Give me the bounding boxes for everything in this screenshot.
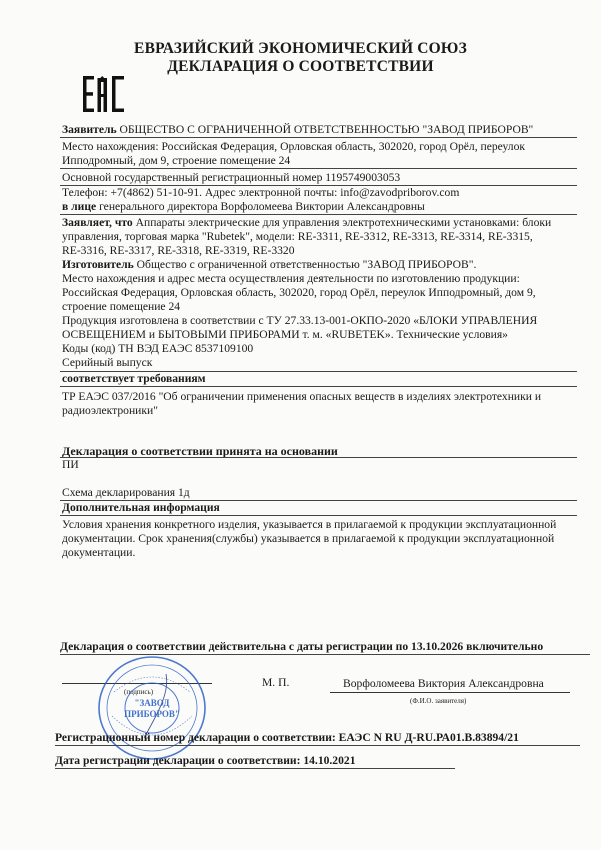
- person-label: в лице: [62, 200, 97, 213]
- divider: [55, 745, 580, 746]
- manufacturer-line-1: Место нахождения и адрес места осуществления деятельности по изготовлению продукции:: [62, 272, 520, 285]
- signature-caption: (подпись): [124, 688, 154, 696]
- signatory-name: Ворфоломеева Виктория Александровна: [343, 677, 544, 690]
- registration-date: Дата регистрации декларации о соответствии: 14.10.2021: [55, 754, 356, 767]
- declares-line-2: управления, торговая марка "Rubetek", модели: RE-3311, RE-3312, RE-3313, RE-3314, RE-3315,: [62, 230, 533, 243]
- declares-line-1: Аппараты электрические для управления электротехническими установками: блоки: [135, 216, 552, 229]
- serial-production: Серийный выпуск: [62, 356, 153, 369]
- svg-text:ПРИБОРОВ": ПРИБОРОВ": [124, 709, 180, 719]
- header-line-1: ЕВРАЗИЙСКИЙ ЭКОНОМИЧЕСКИЙ СОЮЗ: [134, 40, 467, 57]
- additional-line-2: документации. Срок хранения(службы) указывается в прилагаемой к продукции эксплуатационной: [62, 532, 555, 545]
- applicant-contacts: Телефон: +7(4862) 51-10-91. Адрес электронной почты: info@zavodpriborov.com: [62, 186, 460, 199]
- divider: [60, 137, 577, 138]
- mp-label: М. П.: [262, 676, 290, 689]
- name-caption: (Ф.И.О. заявителя): [410, 697, 467, 705]
- additional-line-3: документации.: [62, 546, 136, 559]
- applicant-ogrn: Основной государственный регистрационный номер 1195749003053: [62, 171, 401, 184]
- hs-codes: Коды (код) ТН ВЭД ЕАЭС 8537109100: [62, 342, 254, 355]
- header-line-2: ДЕКЛАРАЦИЯ О СООТВЕТСТВИИ: [167, 58, 434, 75]
- divider: [60, 457, 577, 458]
- declares-label: Заявляет, что: [62, 216, 133, 229]
- manufacturer-line-3: строение помещение 24: [62, 300, 181, 313]
- declares-row: [62, 216, 551, 230]
- tu-line-1: Продукция изготовлена в соответствии с ТУ 27.33.13-001-ОКПО-2020 «БЛОКИ УПРАВЛЕНИЯ: [62, 314, 538, 327]
- svg-text:"ЗАВОД: "ЗАВОД: [134, 698, 170, 708]
- applicant-address-1: Место нахождения: Российская Федерация, Орловская область, 302020, город Орёл, переулок: [62, 140, 526, 153]
- manufacturer-line-2: Российская Федерация, Орловская область, 302020, город Орёл, переулок Ипподромный, дом 9,: [62, 286, 536, 299]
- manufacturer-name: Общество с ограниченной ответственностью "ЗАВОД ПРИБОРОВ".: [136, 258, 477, 271]
- declares-line-3: RE-3316, RE-3317, RE-3318, RE-3319, RE-3320: [62, 244, 295, 257]
- conforms-label: соответствует требованиям: [62, 372, 206, 385]
- applicant-person-row: [62, 200, 425, 214]
- tu-line-2: ОСВЕЩЕНИЕМ и БЫТОВЫМИ ПРИБОРАМИ т. м. «RUBETEK». Технические условия»: [62, 328, 508, 341]
- divider: [60, 515, 577, 516]
- manufacturer-row: [62, 258, 476, 272]
- conforms-line-1: ТР ЕАЭС 037/2016 "Об ограничении применения опасных веществ в изделиях электротехники и: [62, 390, 542, 403]
- basis-value: ПИ: [62, 458, 79, 471]
- divider: [55, 768, 455, 769]
- applicant-row: [62, 123, 533, 137]
- declaration-scheme: Схема декларирования 1д: [62, 486, 190, 499]
- applicant-address-2: Ипподромный, дом 9, строение помещение 24: [62, 154, 291, 167]
- applicant-label: Заявитель: [62, 123, 117, 136]
- additional-label: Дополнительная информация: [62, 501, 220, 514]
- divider: [60, 214, 577, 215]
- conforms-line-2: радиоэлектроники": [62, 404, 158, 417]
- name-line: [330, 692, 570, 693]
- basis-label: Декларация о соответствии принята на основании: [62, 444, 338, 458]
- divider: [60, 168, 577, 169]
- validity-text: Декларация о соответствии действительна с даты регистрации по 13.10.2026 включительно: [60, 640, 544, 653]
- manufacturer-label: Изготовитель: [62, 258, 134, 271]
- additional-line-1: Условия хранения конкретного изделия, указывается в прилагаемой к продукции эксплуатационной: [62, 518, 557, 531]
- applicant-name: ОБЩЕСТВО С ОГРАНИЧЕННОЙ ОТВЕТСТВЕННОСТЬЮ "ЗАВОД ПРИБОРОВ": [119, 123, 534, 136]
- eac-mark-icon: [83, 76, 127, 112]
- registration-number: Регистрационный номер декларации о соответствии: ЕАЭС N RU Д-RU.РА01.В.83894/21: [55, 731, 519, 744]
- divider: [60, 386, 577, 387]
- person-name: генерального директора Ворфоломеева Виктории Александровны: [99, 200, 425, 213]
